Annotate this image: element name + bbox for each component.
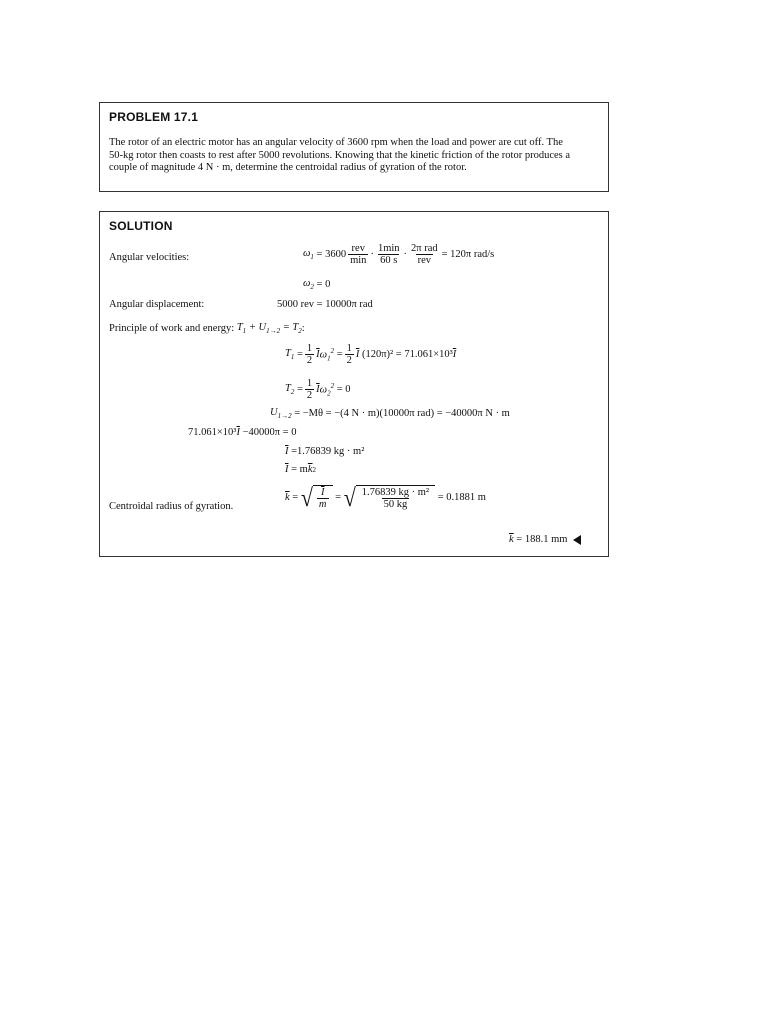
frac-num: rev <box>351 243 365 254</box>
angular-displacement-value: 5000 rev = 10000π rad <box>277 299 373 310</box>
angular-displacement-label: Angular displacement: <box>109 299 205 310</box>
final-answer-value: = 188.1 mm <box>516 534 568 545</box>
omega1-prefix: = 3600 <box>316 249 347 260</box>
final-answer: $\overline{k}$ = 188.1 mm <box>509 534 581 545</box>
t2-result: = 0 <box>336 384 351 395</box>
principle-equation: $T_1 + U_{1\to 2} = T_2$ <box>236 322 302 336</box>
problem-statement <box>109 137 604 175</box>
ibar-mk2-line: $\overline{I}$ = m $\overline{k}$ 2 <box>285 464 317 475</box>
balance-tail: −40000π = 0 <box>242 427 297 438</box>
u12-value: = −Mθ = −(4 N · m)(10000π rad) = −40000π N · m <box>294 408 510 420</box>
frac-den: rev <box>417 255 432 266</box>
solution-heading: SOLUTION <box>109 219 173 233</box>
fraction-1min-60s <box>376 243 402 266</box>
sqrt-ibar-over-m: √ $\frac{I}{m}$ <box>301 485 333 510</box>
frac-num: 1min <box>377 243 400 254</box>
k-equation: $\overline{k}$ = √ $\frac{I}{m}$ = √ $\frac{\text{1.76839 kg · m²}}{50 kg}$ = 0.1881 m <box>285 482 486 512</box>
omega2-symbol: $\omega_2$ <box>303 278 314 292</box>
ibar-mk2: = m <box>291 464 308 475</box>
answer-marker-icon <box>573 535 581 545</box>
omega1-equation: $\omega_1$ = 3600 $\frac{\text{rev}}{\min}$ · $\frac{1\min}{60 s}$ · $\frac{\text{2π rad}}{\text{rev}}$ = 120π rad/s <box>303 243 495 266</box>
frac-den: min <box>350 255 367 266</box>
ibar-value-line: $\overline{I}$ =1.76839 kg · m² <box>285 446 365 457</box>
t2-equation: $T_2$ = $\frac{1}{2}$ $\overline{I}$ $\omega_2^2$ = 0 <box>285 378 351 401</box>
ibar-value: =1.76839 kg · m² <box>291 446 365 457</box>
k-num: 1.76839 kg · m² <box>361 487 430 498</box>
angular-velocities-label: Angular velocities: <box>109 252 190 263</box>
omega2-value: = 0 <box>316 279 331 291</box>
t1-result: (120π)² = 71.061×10³ <box>361 349 453 360</box>
k-value: = 0.1881 m <box>437 492 486 503</box>
centroidal-label: Centroidal radius of gyration. <box>109 501 234 512</box>
problem-box <box>99 102 609 192</box>
fraction-2pirad-rev <box>409 243 440 266</box>
solution-box <box>99 211 609 557</box>
u12-equation: $U_{1\to 2}$ = −Mθ = −(4 N · m)(10000π rad) = −40000π N · m <box>270 407 510 421</box>
problem-line: The rotor of an electric motor has an angular velocity of 3600 rpm when the load and power are cut off. The <box>109 137 563 148</box>
balance-term: 71.061×10³ <box>188 427 237 438</box>
problem-heading: PROBLEM 17.1 <box>109 110 199 124</box>
omega2-equation <box>303 278 330 291</box>
k-den: 50 kg <box>383 499 408 510</box>
frac-num: 2π rad <box>411 243 438 254</box>
problem-line: 50-kg rotor then coasts to rest after 5000 revolutions. Knowing that the kinetic friction of the rotor produces a <box>109 149 571 161</box>
omega1-symbol: $\omega_1$ <box>303 247 314 262</box>
t1-equation: $T_1$ = $\frac{1}{2}$ $\overline{I}$ $\omega_1^2$ = $\frac{1}{2}$ $\overline{I}$ (120π)² = 71.061×10³ $\overline{I}$ <box>285 343 457 366</box>
principle-line: Principle of work and energy: $T_1 + U_{1\to 2} = T_2$ : <box>109 322 305 336</box>
sqrt-numeric: √ $\frac{\text{1.76839 kg · m²}}{50 kg}$ <box>344 485 435 510</box>
omega1-result: = 120π rad/s <box>441 249 495 260</box>
principle-label: Principle of work and energy: <box>109 323 235 335</box>
frac-den: 60 s <box>380 255 398 266</box>
fraction-rev-min <box>348 243 368 266</box>
problem-line: couple of magnitude 4 N · m, determine the centroidal radius of gyration of the rotor. <box>109 162 467 173</box>
work-energy-balance: 71.061×10³ $\overline{I}$ −40000π = 0 <box>188 427 297 438</box>
